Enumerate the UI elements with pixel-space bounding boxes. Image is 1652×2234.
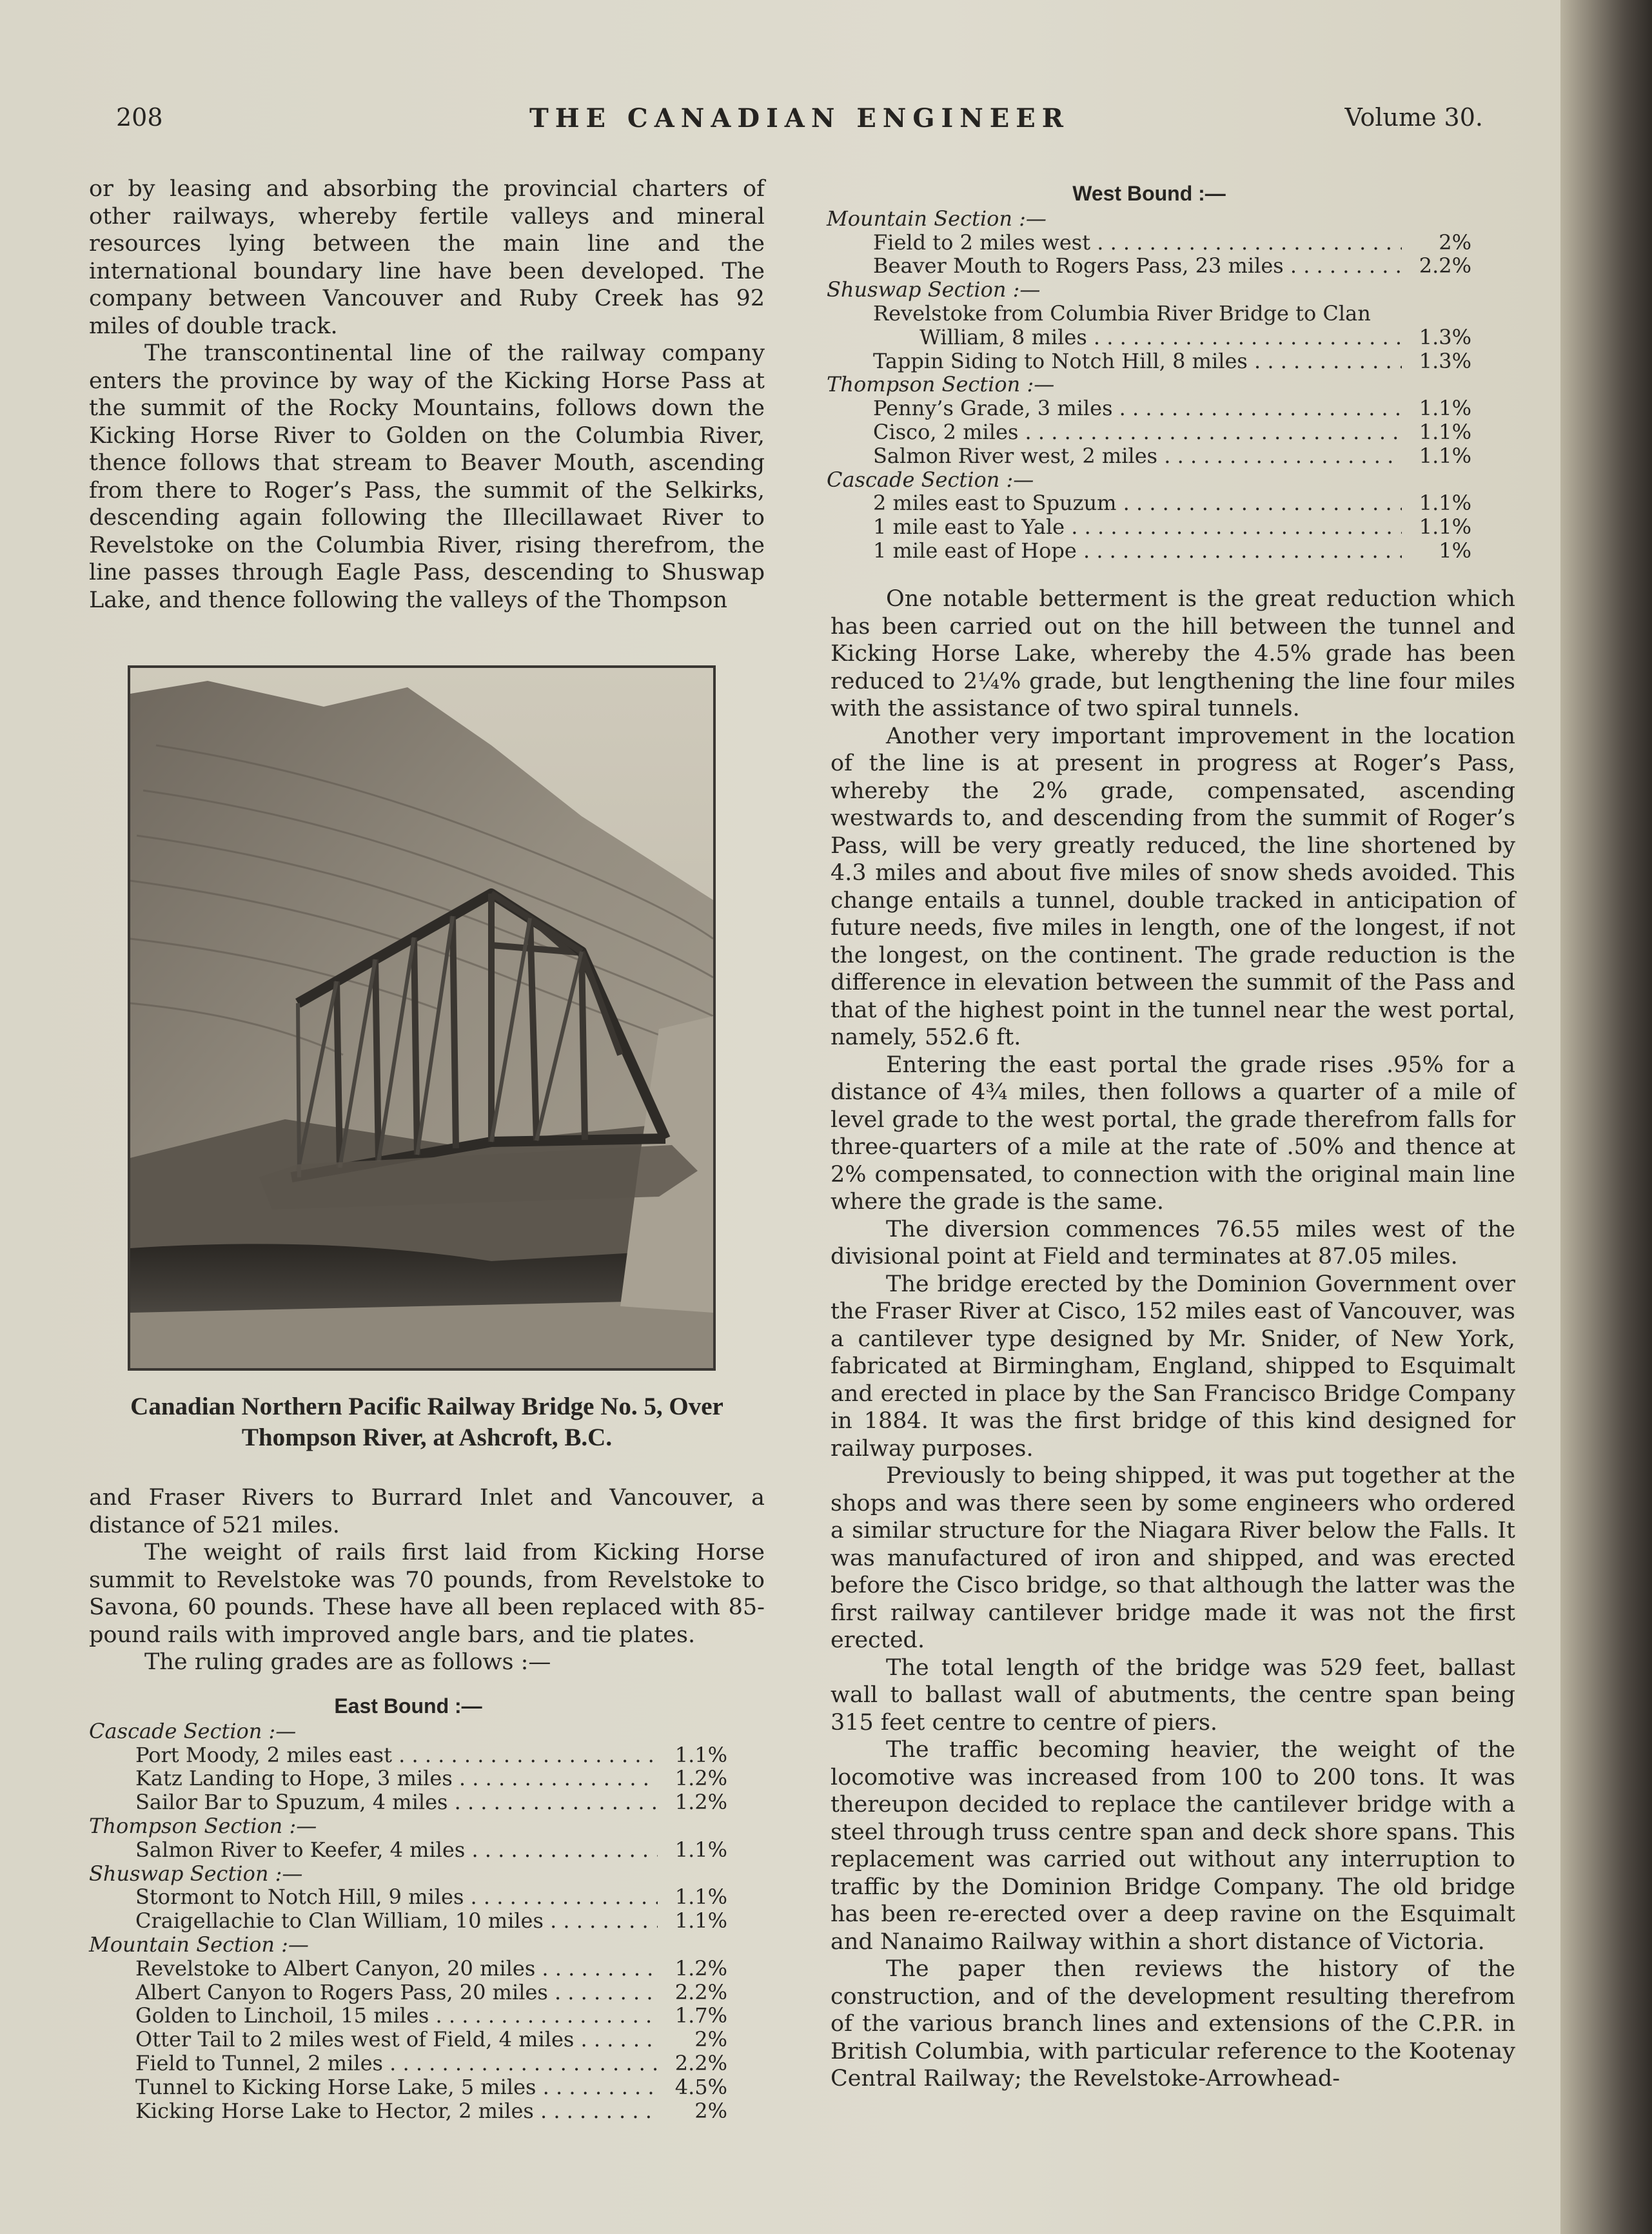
grade-location: Revelstoke from Columbia River Bridge to Clan — [873, 300, 1371, 326]
section-heading: Shuswap Section :— — [89, 1861, 303, 1886]
grade-row — [827, 539, 1471, 563]
grade-value: 4.5% — [674, 2074, 727, 2099]
section-heading: Mountain Section :— — [89, 1932, 309, 1957]
right-column-body — [831, 585, 1515, 2093]
grade-row — [89, 1790, 727, 1814]
grade-location: Port Moody, 2 miles east . . . — [135, 1743, 658, 1767]
table-title: West Bound :— — [1072, 182, 1226, 205]
grade-row — [89, 1885, 727, 1909]
journal-title: THE CANADIAN ENGINEER — [529, 103, 1070, 133]
section-heading: Cascade Section :— — [827, 467, 1034, 492]
running-header — [116, 103, 1483, 142]
grade-row — [89, 2052, 727, 2075]
grade-value: 1% — [1439, 538, 1471, 563]
paragraph: The diversion commences 76.55 miles west of the divisional point at Field and terminates at 87.05 miles. — [831, 1216, 1515, 1269]
paragraph: The paper then reviews the history of the construction, and of the development resulting therefrom of the various branch lines and extensions of the C.P.R. in British Columbia, with particular reference to the Kootenay Central Railway; the Revelstoke-Arrowhead- — [831, 1956, 1515, 2092]
grade-location: Revelstoke to Albert Canyon, 20 miles . . . — [135, 1957, 658, 1981]
grade-row — [89, 1743, 727, 1767]
grade-location: Albert Canyon to Rogers Pass, 20 miles . . . — [135, 1981, 658, 2004]
grade-value: 1.2% — [674, 1955, 727, 1981]
grade-row — [89, 1981, 727, 2004]
paragraph: The traffic becoming heavier, the weight of the locomotive was increased from 100 to 200 tons. It was thereupon decided to replace the cantilever bridge with a steel through truss centre span and deck shore spans. This replacement was carried out without any interruption to traffic by the Dominion Bridge Company. The old bridge has been re-erected over a deep ravine on the Esquimalt and Nanaimo Railway within a short distance of Victoria. — [831, 1737, 1515, 1955]
section-heading: Mountain Section :— — [827, 206, 1047, 231]
paragraph: and Fraser Rivers to Burrard Inlet and Vancouver, a distance of 521 miles. — [89, 1485, 765, 1538]
west-bound-grades-table — [827, 182, 1471, 563]
grade-location: Tunnel to Kicking Horse Lake, 5 miles . . . — [135, 2075, 658, 2099]
grade-row — [827, 444, 1471, 468]
grade-location: Cisco, 2 miles . . . — [873, 420, 1402, 444]
grade-row — [89, 2028, 727, 2052]
grade-row-first-line — [827, 302, 1471, 326]
grade-location: Tappin Siding to Notch Hill, 8 miles . . . — [873, 349, 1402, 373]
table-title: East Bound :— — [334, 1694, 482, 1718]
grade-location: Golden to Linchoil, 15 miles . . . — [135, 2004, 658, 2028]
grade-value: 2.2% — [674, 1979, 727, 2004]
grade-location: 1 mile east to Yale . . . — [873, 515, 1402, 539]
grade-value: 1.1% — [674, 1837, 727, 1862]
bridge-photograph — [128, 665, 716, 1371]
grade-location: Penny’s Grade, 3 miles . . . — [873, 397, 1402, 420]
grade-value: 1.1% — [1419, 419, 1471, 444]
paragraph: Previously to being shipped, it was put together at the shops and was there seen by some engineers who ordered a similar structure for the Niagara River below the Falls. It was manufactured of iron and shipped, and was erected before the Cisco bridge, so that although the latter was the first railway cantilever bridge made it was not the first erected. — [831, 1463, 1515, 1653]
paragraph: Entering the east portal the grade rises .95% for a distance of 4¾ miles, then follows a quarter of a mile of level grade to the west portal, the grade therefrom falls for three-quarters of a mile at the rate of .50% and thence at 2% compensated, to connection with the original main line where the grade is the same. — [831, 1052, 1515, 1215]
paragraph: The ruling grades are as follows :— — [144, 1649, 551, 1675]
grade-row — [827, 420, 1471, 444]
grade-location: William, 8 miles . . . — [919, 326, 1402, 349]
grade-value: 1.1% — [1419, 443, 1471, 468]
grade-location: Stormont to Notch Hill, 9 miles . . . — [135, 1885, 658, 1909]
grade-value: 1.3% — [1419, 324, 1471, 349]
grade-location: Sailor Bar to Spuzum, 4 miles . . . — [135, 1790, 658, 1814]
grade-value: 2% — [694, 2098, 727, 2123]
grade-row — [89, 2099, 727, 2123]
section-heading: Cascade Section :— — [89, 1718, 297, 1743]
grade-value: 1.1% — [674, 1742, 727, 1767]
grade-row — [89, 1838, 727, 1862]
grade-row — [89, 2075, 727, 2099]
grade-value: 2.2% — [674, 2050, 727, 2075]
grade-value: 2% — [694, 2027, 727, 2052]
grade-value: 1.1% — [1419, 396, 1471, 421]
grade-value: 1.3% — [1419, 348, 1471, 373]
grade-row — [827, 491, 1471, 515]
paragraph: One notable betterment is the great reduction which has been carried out on the hill between the tunnel and Kicking Horse Lake, whereby the 4.5% grade has been reduced to 2¼% grade, but lengthening the line four miles with the assistance of two spiral tunnels. — [831, 586, 1515, 721]
grade-value: 2% — [1439, 230, 1471, 255]
grade-location: Field to Tunnel, 2 miles . . . — [135, 2052, 658, 2075]
paragraph: Another very important improvement in the location of the line is at present in progress at Roger’s Pass, whereby the 2% grade, compensated, ascending westwards to, and descending from the summit of Roger’s Pass, will be very greatly reduced, the line shortened by 4.3 miles and about five miles of snow sheds avoided. This change entails a tunnel, double tracked in anticipation of future needs, five miles in length, one of the longest, if not the longest, on the continent. The grade reduction is the difference in elevation between the summit of the Pass and that of the highest point in the tunnel near the west portal, namely, 552.6 ft. — [831, 723, 1515, 1050]
grade-location: Salmon River to Keefer, 4 miles . . . — [135, 1838, 658, 1862]
grade-value: 2.2% — [1419, 253, 1471, 279]
paragraph: The bridge erected by the Dominion Government over the Fraser River at Cisco, 152 miles east of Vancouver, was a cantilever type designed by Mr. Snider, of New York, fabricated at Birmingham, England, shipped to Esquimalt and erected in place by the San Francisco Bridge Company in 1884. It was the first bridge of this kind designed for railway purposes. — [831, 1271, 1515, 1462]
caption-line: Canadian Northern Pacific Railway Bridge No. 5, Over — [130, 1393, 723, 1420]
grade-row — [827, 515, 1471, 539]
grade-value: 1.2% — [674, 1790, 727, 1815]
grade-row — [89, 1957, 727, 1981]
paragraph: The transcontinental line of the railway company enters the province by way of the Kicking Horse Pass at the summit of the Rocky Mountains, follows down the Kicking Horse River to Golden on the Columbia River, thence follows that stream to Beaver Mouth, ascending from there to Roger’s Pass, the summit of the Selkirks, descending again following the Illecillawaet River to Revelstoke on the Columbia River, rising therefrom, the line passes through Eagle Pass, descending to Shuswap Lake, and thence following the valleys of the Thompson — [89, 340, 765, 613]
grade-row — [827, 397, 1471, 420]
grade-value: 1.7% — [674, 2003, 727, 2028]
grade-row — [89, 1909, 727, 1933]
grade-value: 1.1% — [674, 1908, 727, 1934]
grade-row — [89, 2004, 727, 2028]
book-spine-shadow — [1560, 0, 1652, 2234]
grade-row — [89, 1767, 727, 1790]
paragraph: The weight of rails first laid from Kicking Horse summit to Revelstoke was 70 pounds, from Revelstoke to Savona, 60 pounds. These have all been replaced with 85-pound rails with improved angle bars, and tie plates. — [89, 1540, 765, 1648]
grade-location: Beaver Mouth to Rogers Pass, 23 miles . . . — [873, 254, 1402, 278]
grade-location: Field to 2 miles west . . . — [873, 231, 1402, 255]
left-column-bottom — [89, 1484, 765, 1676]
grade-value: 1.2% — [674, 1766, 727, 1791]
grade-row — [827, 326, 1471, 349]
grade-location: Salmon River west, 2 miles . . . — [873, 444, 1402, 468]
grade-value: 1.1% — [1419, 514, 1471, 540]
left-column-top — [89, 175, 765, 614]
grade-row — [827, 231, 1471, 255]
paragraph: The total length of the bridge was 529 feet, ballast wall to ballast wall of abutments, the centre span being 315 feet centre to centre of piers. — [831, 1654, 1515, 1736]
grade-location: Kicking Horse Lake to Hector, 2 miles . . . — [135, 2099, 658, 2123]
section-heading: Shuswap Section :— — [827, 277, 1041, 302]
caption-line: Thompson River, at Ashcroft, B.C. — [241, 1424, 613, 1451]
grade-value: 1.1% — [674, 1885, 727, 1910]
east-bound-grades-table — [89, 1694, 727, 2122]
volume-label: Volume 30. — [1344, 103, 1483, 132]
grade-row — [827, 349, 1471, 373]
section-heading: Thompson Section :— — [827, 372, 1055, 397]
figure-caption — [89, 1391, 765, 1453]
page-number: 208 — [116, 103, 163, 132]
grade-value: 1.1% — [1419, 491, 1471, 516]
grade-location: Otter Tail to 2 miles west of Field, 4 miles . . . — [135, 2028, 658, 2052]
section-heading: Thompson Section :— — [89, 1813, 317, 1838]
grade-location: 1 mile east of Hope . . . — [873, 539, 1402, 563]
paragraph: or by leasing and absorbing the provincial charters of other railways, whereby fertile valleys and mineral resources lying between the main line and the international boundary line have been developed. The company between Vancouver and Ruby Creek has 92 miles of double track. — [89, 176, 765, 339]
grade-location: 2 miles east to Spuzum . . . — [873, 491, 1402, 515]
grade-row — [827, 254, 1471, 278]
grade-location: Craigellachie to Clan William, 10 miles . . . — [135, 1909, 658, 1933]
grade-location: Katz Landing to Hope, 3 miles . . . — [135, 1767, 658, 1790]
